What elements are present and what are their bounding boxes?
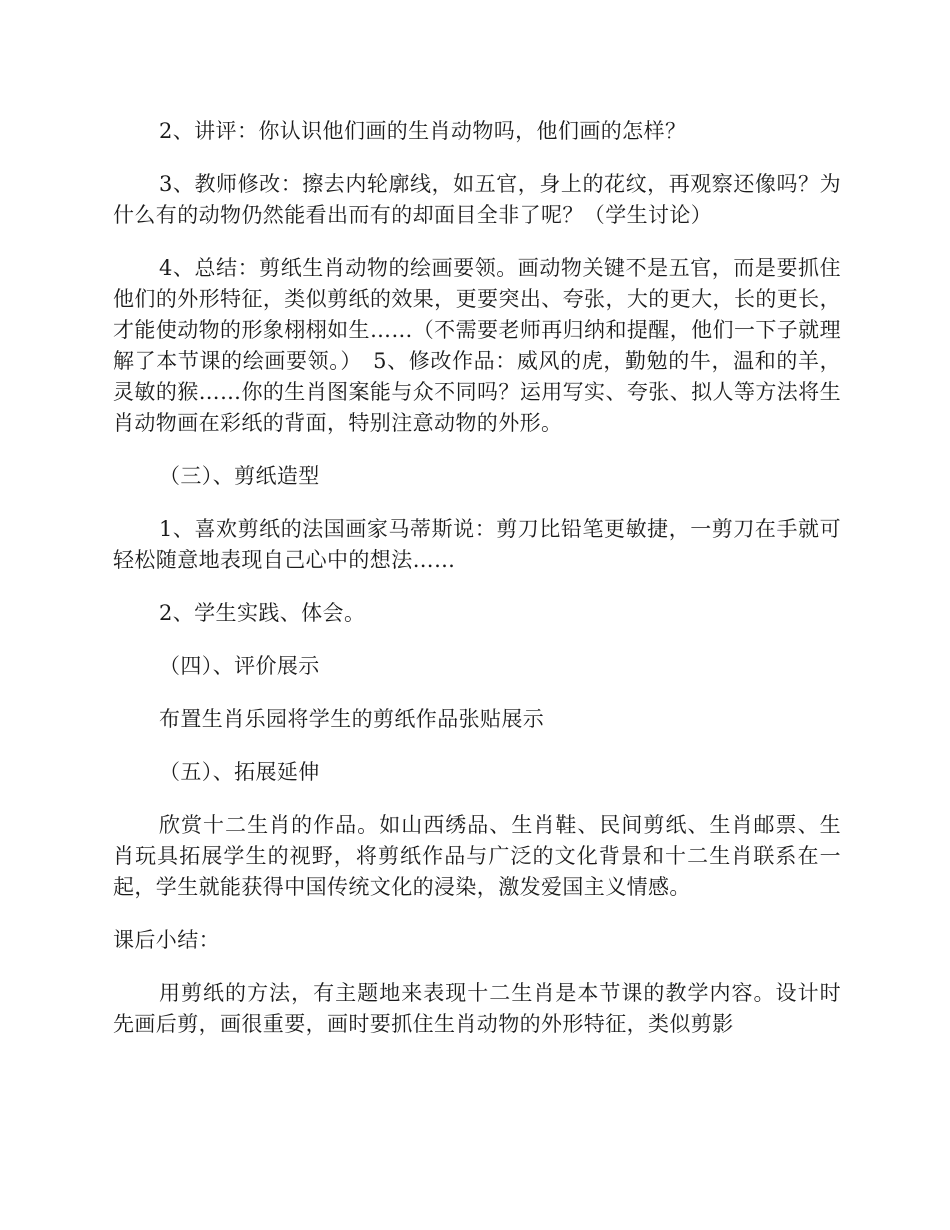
paragraph-review: 2、讲评：你认识他们画的生肖动物吗，他们画的怎样？: [159, 119, 687, 143]
paragraph-appreciation: 欣赏十二生肖的作品。如山西绣品、生肖鞋、民间剪纸、生肖邮票、生肖玩具拓展学生的视野，将剪纸作品与广泛的文化背景和十二生肖联系在一起，学生就能获得中国传统文化的浸染，激发爱国主义情感。: [113, 813, 841, 899]
paragraph-exhibition: 布置生肖乐园将学生的剪纸作品张贴展示: [159, 707, 545, 731]
paragraph-conclusion: 用剪纸的方法，有主题地来表现十二生肖是本节课的教学内容。设计时先画后剪，画很重要，画时要抓住生肖动物的外形特征，类似剪影: [113, 981, 841, 1036]
paragraph-summary: 4、总结：剪纸生肖动物的绘画要领。画动物关键不是五官，而是要抓住他们的外形特征，类似剪纸的效果，更要突出、夸张，大的更大，长的更长，才能使动物的形象栩栩如生……（不需要老师再归纳和提醒，他们一下子就理解了本节课的绘画要领。） 5、修改作品：威风的虎，勤勉的牛，温和的羊，灵敏的猴……你的生肖图案能与众不同吗？运用写实、夸张、拟人等方法将生肖动物画在彩纸的背面，特别注意动物的外形。: [113, 256, 841, 435]
section-heading-papercut-modeling: （三）、剪纸造型: [159, 464, 320, 488]
paragraph-matisse-quote: 1、喜欢剪纸的法国画家马蒂斯说：剪刀比铅笔更敏捷，一剪刀在手就可轻松随意地表现自己心中的想法……: [113, 517, 841, 572]
document-body: [113, 116, 841, 1040]
paragraph-teacher-revision: 3、教师修改：擦去内轮廓线，如五官，身上的花纹，再观察还像吗？为什么有的动物仍然能看出而有的却面目全非了呢？（学生讨论）: [113, 172, 841, 227]
heading-after-class-summary: 课后小结：: [113, 928, 220, 952]
paragraph-student-practice: 2、学生实践、体会。: [159, 601, 366, 625]
section-heading-evaluation: （四）、评价展示: [159, 654, 320, 678]
section-heading-extension: （五）、拓展延伸: [159, 760, 320, 784]
